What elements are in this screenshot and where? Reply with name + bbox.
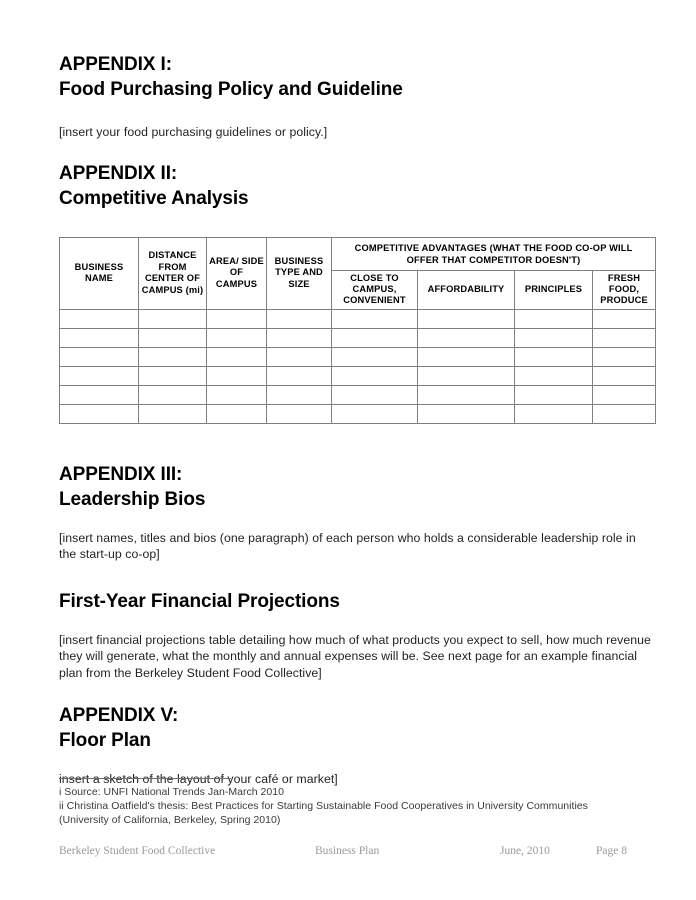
table-cell[interactable] <box>267 347 332 366</box>
table-cell[interactable] <box>139 347 207 366</box>
table-cell[interactable] <box>207 347 267 366</box>
col-header-affordability: AFFORDABILITY <box>418 270 515 309</box>
table-cell[interactable] <box>139 366 207 385</box>
table-cell[interactable] <box>332 366 418 385</box>
appendix-two-title: Competitive Analysis <box>59 187 249 209</box>
financial-projections-body: [insert financial projections table detailing how much of what products you expect to sell, how much revenue they will generate, what the monthly and annual expenses will be. See next page for an example financial plan from the Berkeley Student Food Collective] <box>59 632 651 680</box>
table-cell[interactable] <box>418 366 515 385</box>
col-header-business-type: BUSINESS TYPE AND SIZE <box>267 237 332 309</box>
footnote-area <box>59 778 655 827</box>
table-cell[interactable] <box>515 366 593 385</box>
appendix-one-section <box>59 52 655 102</box>
spacer <box>59 512 655 530</box>
table-cell[interactable] <box>593 404 656 423</box>
table-row[interactable] <box>60 347 656 366</box>
table-cell[interactable] <box>139 404 207 423</box>
table-cell[interactable] <box>332 347 418 366</box>
col-header-business-name: BUSINESS NAME <box>60 237 139 309</box>
table-cell[interactable] <box>332 328 418 347</box>
appendix-one-label: APPENDIX I: <box>59 54 172 75</box>
footnote-item: i Source: UNFI National Trends Jan-March 2010 <box>59 786 284 798</box>
table-cell[interactable] <box>60 309 139 328</box>
appendix-one-title: Food Purchasing Policy and Guideline <box>59 79 403 100</box>
table-cell[interactable] <box>418 347 515 366</box>
appendix-five-section <box>59 703 655 753</box>
table-cell[interactable] <box>593 309 656 328</box>
col-header-close-to-campus: CLOSE TO CAMPUS, CONVENIENT <box>332 270 418 309</box>
appendix-one-body: [insert your food purchasing guidelines or policy.] <box>59 125 328 139</box>
appendix-three-body: [insert names, titles and bios (one paragraph) of each person who holds a considerable leadership role in the start-up co-op] <box>59 530 636 562</box>
appendix-three-title: Leadership Bios <box>59 488 206 510</box>
table-row[interactable] <box>60 404 656 423</box>
table-cell[interactable] <box>207 385 267 404</box>
table-cell[interactable] <box>207 404 267 423</box>
appendix-two-label: APPENDIX II: <box>59 162 178 184</box>
table-cell[interactable] <box>139 385 207 404</box>
footnote-item: (University of California, Berkeley, Spring 2010) <box>59 814 281 826</box>
col-header-fresh-food: FRESH FOOD, PRODUCE <box>593 270 656 309</box>
table-cell[interactable] <box>418 309 515 328</box>
spacer <box>59 141 655 161</box>
footnote-separator-rule <box>59 778 231 779</box>
table-cell[interactable] <box>593 328 656 347</box>
table-cell[interactable] <box>207 366 267 385</box>
table-cell[interactable] <box>418 404 515 423</box>
appendix-two-section <box>59 161 655 211</box>
table-head <box>60 237 656 309</box>
table-cell[interactable] <box>139 309 207 328</box>
table-cell[interactable] <box>332 404 418 423</box>
spacer <box>59 424 655 462</box>
table-cell[interactable] <box>593 366 656 385</box>
footer-document-type: Business Plan <box>315 845 380 857</box>
table-cell[interactable] <box>515 347 593 366</box>
table-cell[interactable] <box>60 404 139 423</box>
spacer <box>59 614 655 632</box>
table-cell[interactable] <box>207 328 267 347</box>
footer-page-number: Page 8 <box>596 845 627 857</box>
table-cell[interactable] <box>139 328 207 347</box>
col-header-area-side: AREA/ SIDE OF CAMPUS <box>207 237 267 309</box>
table-cell[interactable] <box>60 366 139 385</box>
table-cell[interactable] <box>207 309 267 328</box>
table-cell[interactable] <box>418 328 515 347</box>
table-cell[interactable] <box>332 309 418 328</box>
spacer <box>59 211 655 237</box>
table-cell[interactable] <box>593 347 656 366</box>
table-cell[interactable] <box>267 366 332 385</box>
appendix-five-body: insert a sketch of the layout of your café or market] <box>59 772 338 787</box>
table-cell[interactable] <box>267 385 332 404</box>
appendix-five-label: APPENDIX V: <box>59 705 179 727</box>
table-cell[interactable] <box>267 404 332 423</box>
col-header-principles: PRINCIPLES <box>515 270 593 309</box>
table-cell[interactable] <box>60 385 139 404</box>
appendix-three-section <box>59 462 655 512</box>
table-cell[interactable] <box>418 385 515 404</box>
table-row[interactable] <box>60 309 656 328</box>
table-header-row-top <box>60 237 656 270</box>
spacer <box>59 102 655 124</box>
footnote-item: ii Christina Oatfield's thesis: Best Practices for Starting Sustainable Food Cooperatives in University Communities <box>59 800 588 812</box>
spacer <box>59 681 655 703</box>
footer-organization: Berkeley Student Food Collective <box>59 845 216 857</box>
col-header-competitive-advantages: COMPETITIVE ADVANTAGES (WHAT THE FOOD CO-OP WILL OFFER THAT COMPETITOR DOESN'T) <box>332 237 656 270</box>
competitive-analysis-table <box>59 237 656 424</box>
col-header-distance: DISTANCE FROM CENTER OF CAMPUS (mi) <box>139 237 207 309</box>
table-cell[interactable] <box>515 328 593 347</box>
spacer <box>59 563 655 589</box>
table-cell[interactable] <box>60 347 139 366</box>
footer-date: June, 2010 <box>500 845 550 857</box>
table-row[interactable] <box>60 385 656 404</box>
table-cell[interactable] <box>515 404 593 423</box>
table-cell[interactable] <box>267 328 332 347</box>
spacer <box>59 753 655 771</box>
financial-projections-title: First-Year Financial Projections <box>59 590 340 612</box>
table-cell[interactable] <box>593 385 656 404</box>
appendix-three-label: APPENDIX III: <box>59 463 183 485</box>
table-cell[interactable] <box>267 309 332 328</box>
table-cell[interactable] <box>332 385 418 404</box>
table-row[interactable] <box>60 366 656 385</box>
table-cell[interactable] <box>515 385 593 404</box>
table-row[interactable] <box>60 328 656 347</box>
page-footer <box>59 845 655 863</box>
table-body <box>60 309 656 423</box>
table-cell[interactable] <box>60 328 139 347</box>
appendix-five-title: Floor Plan <box>59 730 151 752</box>
table-cell[interactable] <box>515 309 593 328</box>
page-content <box>59 52 655 788</box>
